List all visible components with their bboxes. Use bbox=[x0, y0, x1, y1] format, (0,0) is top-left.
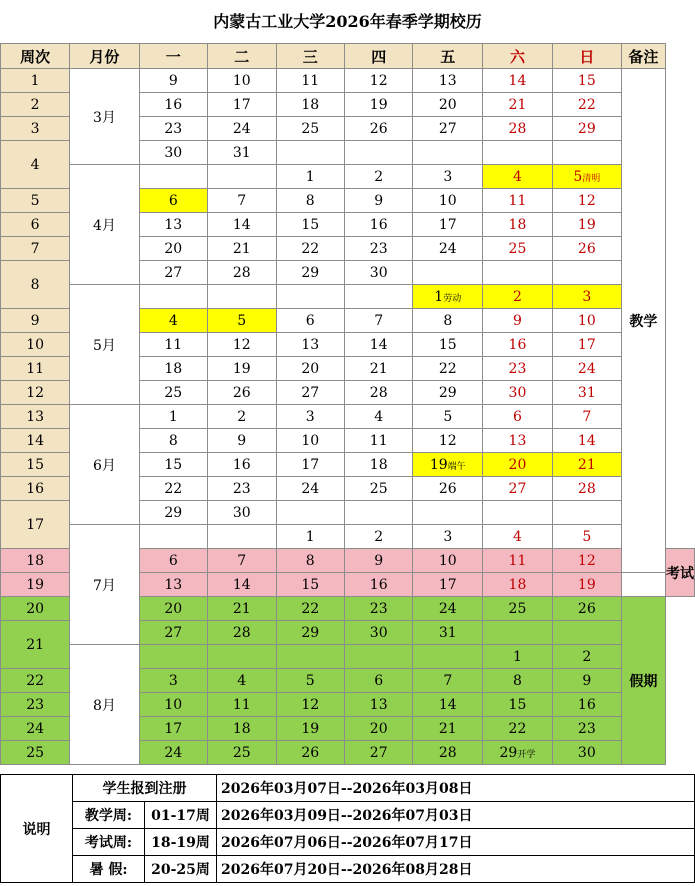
day-cell: 13 bbox=[344, 693, 412, 717]
day-cell: 21 bbox=[344, 357, 412, 381]
day-cell: 10 bbox=[208, 69, 276, 93]
day-cell: 13 bbox=[139, 573, 207, 597]
day-cell bbox=[139, 645, 207, 669]
day-cell: 5 bbox=[276, 669, 344, 693]
day-cell: 26 bbox=[413, 477, 483, 501]
day-cell: 23 bbox=[344, 237, 412, 261]
day-cell: 8 bbox=[139, 429, 207, 453]
week-number: 4 bbox=[1, 141, 70, 189]
day-cell: 11 bbox=[276, 69, 344, 93]
day-cell: 30 bbox=[208, 501, 276, 525]
day-cell: 23 bbox=[344, 597, 412, 621]
holiday-tag: 清明 bbox=[582, 173, 601, 184]
note-teaching: 教学 bbox=[621, 69, 665, 573]
week-number: 11 bbox=[1, 357, 70, 381]
week-number: 19 bbox=[1, 573, 70, 597]
day-cell: 14 bbox=[208, 573, 276, 597]
day-cell: 12 bbox=[208, 333, 276, 357]
day-cell: 25 bbox=[483, 237, 553, 261]
day-cell: 10 bbox=[413, 189, 483, 213]
table-row bbox=[1, 405, 695, 429]
day-cell: 10 bbox=[139, 693, 207, 717]
month-cell: 4月 bbox=[70, 165, 139, 285]
week-number: 18 bbox=[1, 549, 70, 573]
day-cell: 2 bbox=[483, 285, 553, 309]
header-week: 周次 bbox=[1, 44, 70, 69]
day-cell: 8 bbox=[483, 669, 553, 693]
day-cell: 1 bbox=[139, 405, 207, 429]
header-tue: 二 bbox=[208, 44, 276, 69]
day-cell: 25 bbox=[483, 597, 553, 621]
day-cell: 18 bbox=[483, 213, 553, 237]
day-cell: 14 bbox=[552, 429, 621, 453]
day-cell: 2 bbox=[344, 165, 412, 189]
day-cell bbox=[552, 141, 621, 165]
day-cell: 22 bbox=[413, 357, 483, 381]
day-cell: 26 bbox=[208, 381, 276, 405]
day-cell bbox=[413, 501, 483, 525]
day-cell: 15 bbox=[276, 213, 344, 237]
day-cell: 5 bbox=[208, 309, 276, 333]
day-cell: 9 bbox=[344, 549, 412, 573]
day-cell-holiday bbox=[483, 741, 553, 765]
day-cell bbox=[344, 285, 412, 309]
header-thu: 四 bbox=[344, 44, 412, 69]
table-row bbox=[1, 525, 695, 549]
day-cell: 16 bbox=[344, 213, 412, 237]
day-cell: 17 bbox=[208, 93, 276, 117]
day-cell: 19 bbox=[552, 573, 621, 597]
day-cell: 19 bbox=[208, 357, 276, 381]
header-sat: 六 bbox=[483, 44, 553, 69]
day-cell: 7 bbox=[208, 189, 276, 213]
day-cell: 26 bbox=[552, 597, 621, 621]
day-cell: 4 bbox=[483, 525, 553, 549]
day-cell: 12 bbox=[344, 69, 412, 93]
day-cell bbox=[344, 141, 412, 165]
week-number: 20 bbox=[1, 597, 70, 621]
day-cell: 18 bbox=[276, 93, 344, 117]
day-cell: 9 bbox=[483, 309, 553, 333]
day-cell: 18 bbox=[483, 573, 553, 597]
day-cell: 15 bbox=[552, 69, 621, 93]
day-cell: 21 bbox=[413, 717, 483, 741]
day-cell: 1 bbox=[276, 165, 344, 189]
day-cell: 22 bbox=[552, 93, 621, 117]
day-cell: 5 bbox=[552, 525, 621, 549]
week-number: 1 bbox=[1, 69, 70, 93]
day-cell bbox=[483, 501, 553, 525]
day-cell: 21 bbox=[483, 93, 553, 117]
day-cell bbox=[276, 285, 344, 309]
day-cell: 22 bbox=[276, 237, 344, 261]
day-cell: 18 bbox=[139, 357, 207, 381]
day-cell: 18 bbox=[344, 453, 412, 477]
day-cell: 24 bbox=[208, 117, 276, 141]
header-notes: 备注 bbox=[621, 44, 665, 69]
day-cell bbox=[552, 261, 621, 285]
day-cell bbox=[413, 261, 483, 285]
day-cell: 31 bbox=[413, 621, 483, 645]
header-wed: 三 bbox=[276, 44, 344, 69]
day-cell: 3 bbox=[139, 669, 207, 693]
day-cell: 10 bbox=[276, 429, 344, 453]
day-cell: 25 bbox=[208, 741, 276, 765]
calendar-table bbox=[0, 43, 695, 765]
day-cell: 29 bbox=[276, 621, 344, 645]
week-number: 14 bbox=[1, 429, 70, 453]
day-cell: 8 bbox=[276, 189, 344, 213]
day-cell: 6 bbox=[139, 549, 207, 573]
day-cell: 31 bbox=[208, 141, 276, 165]
day-cell-holiday bbox=[413, 453, 483, 477]
day-cell: 21 bbox=[208, 237, 276, 261]
day-number: 1 bbox=[434, 288, 444, 305]
day-cell: 14 bbox=[208, 213, 276, 237]
day-cell: 22 bbox=[139, 477, 207, 501]
info-row bbox=[1, 775, 695, 802]
day-cell: 16 bbox=[552, 693, 621, 717]
day-cell: 12 bbox=[552, 189, 621, 213]
day-cell: 24 bbox=[552, 357, 621, 381]
day-cell: 28 bbox=[208, 621, 276, 645]
week-number: 10 bbox=[1, 333, 70, 357]
day-cell: 20 bbox=[139, 597, 207, 621]
day-cell: 13 bbox=[413, 69, 483, 93]
day-cell bbox=[344, 645, 412, 669]
day-cell bbox=[208, 285, 276, 309]
day-cell: 16 bbox=[208, 453, 276, 477]
day-cell: 16 bbox=[483, 333, 553, 357]
month-cell: 3月 bbox=[70, 69, 139, 165]
day-cell bbox=[139, 525, 207, 549]
week-number: 21 bbox=[1, 621, 70, 669]
teach-weeks: 01-17周 bbox=[145, 802, 217, 829]
info-row bbox=[1, 829, 695, 856]
day-cell: 11 bbox=[344, 429, 412, 453]
day-cell bbox=[208, 165, 276, 189]
holiday-tag: 端午 bbox=[447, 461, 466, 472]
info-label: 说明 bbox=[1, 775, 73, 883]
day-cell: 29 bbox=[413, 381, 483, 405]
day-cell: 24 bbox=[413, 597, 483, 621]
day-cell: 2 bbox=[344, 525, 412, 549]
day-cell: 17 bbox=[413, 213, 483, 237]
day-cell: 30 bbox=[483, 381, 553, 405]
week-number: 13 bbox=[1, 405, 70, 429]
day-cell: 3 bbox=[413, 525, 483, 549]
day-cell: 25 bbox=[139, 381, 207, 405]
day-cell: 12 bbox=[552, 549, 621, 573]
day-cell: 7 bbox=[552, 405, 621, 429]
table-row bbox=[1, 165, 695, 189]
teach-name: 教学周: bbox=[73, 802, 145, 829]
header-month: 月份 bbox=[70, 44, 139, 69]
day-cell: 19 bbox=[344, 93, 412, 117]
month-cell: 7月 bbox=[70, 525, 139, 645]
header-row bbox=[1, 44, 695, 69]
day-cell bbox=[413, 645, 483, 669]
day-cell: 20 bbox=[483, 453, 553, 477]
day-cell: 16 bbox=[344, 573, 412, 597]
day-cell: 20 bbox=[139, 237, 207, 261]
day-cell: 15 bbox=[483, 693, 553, 717]
day-cell: 15 bbox=[413, 333, 483, 357]
day-cell-holiday bbox=[552, 165, 621, 189]
day-cell: 18 bbox=[208, 717, 276, 741]
day-cell bbox=[139, 285, 207, 309]
day-cell: 17 bbox=[139, 717, 207, 741]
info-row bbox=[1, 856, 695, 883]
day-cell bbox=[276, 501, 344, 525]
day-cell: 25 bbox=[344, 477, 412, 501]
day-cell: 2 bbox=[552, 645, 621, 669]
day-cell: 10 bbox=[552, 309, 621, 333]
table-row bbox=[1, 645, 695, 669]
day-cell bbox=[276, 645, 344, 669]
day-cell: 11 bbox=[483, 549, 553, 573]
day-cell: 8 bbox=[413, 309, 483, 333]
week-number: 12 bbox=[1, 381, 70, 405]
day-cell: 26 bbox=[552, 237, 621, 261]
day-cell: 13 bbox=[139, 213, 207, 237]
day-cell: 30 bbox=[139, 141, 207, 165]
day-cell: 3 bbox=[413, 165, 483, 189]
day-cell: 14 bbox=[483, 69, 553, 93]
day-cell bbox=[208, 525, 276, 549]
week-number: 25 bbox=[1, 741, 70, 765]
page-title: 内蒙古工业大学2026年春季学期校历 bbox=[213, 12, 482, 31]
day-cell: 4 bbox=[344, 405, 412, 429]
day-cell-holiday bbox=[413, 285, 483, 309]
day-cell: 9 bbox=[552, 669, 621, 693]
day-cell: 17 bbox=[552, 333, 621, 357]
day-cell: 27 bbox=[276, 381, 344, 405]
day-cell: 29 bbox=[276, 261, 344, 285]
week-number: 23 bbox=[1, 693, 70, 717]
note-vacation: 假期 bbox=[621, 597, 665, 765]
day-cell bbox=[208, 645, 276, 669]
day-cell: 24 bbox=[413, 237, 483, 261]
day-cell: 26 bbox=[344, 117, 412, 141]
day-cell: 4 bbox=[483, 165, 553, 189]
day-cell: 23 bbox=[208, 477, 276, 501]
week-number: 6 bbox=[1, 213, 70, 237]
day-cell: 11 bbox=[208, 693, 276, 717]
day-cell: 23 bbox=[552, 717, 621, 741]
day-cell: 20 bbox=[276, 357, 344, 381]
day-cell: 7 bbox=[344, 309, 412, 333]
exam-weeks: 18-19周 bbox=[145, 829, 217, 856]
holiday-weeks: 20-25周 bbox=[145, 856, 217, 883]
day-number: 19 bbox=[429, 456, 448, 473]
day-cell: 7 bbox=[413, 669, 483, 693]
day-cell: 2 bbox=[208, 405, 276, 429]
day-cell: 3 bbox=[276, 405, 344, 429]
holiday-dates: 2026年07月20日--2026年08月28日 bbox=[217, 856, 695, 883]
day-cell: 20 bbox=[413, 93, 483, 117]
day-cell bbox=[276, 141, 344, 165]
day-cell: 4 bbox=[208, 669, 276, 693]
day-cell: 5 bbox=[413, 405, 483, 429]
day-cell: 21 bbox=[208, 597, 276, 621]
day-cell: 30 bbox=[344, 621, 412, 645]
day-cell: 12 bbox=[276, 693, 344, 717]
week-number: 7 bbox=[1, 237, 70, 261]
day-cell bbox=[344, 501, 412, 525]
day-cell: 15 bbox=[276, 573, 344, 597]
month-cell: 5月 bbox=[70, 285, 139, 405]
day-cell: 27 bbox=[344, 741, 412, 765]
day-cell: 9 bbox=[344, 189, 412, 213]
info-table bbox=[0, 774, 695, 883]
table-row bbox=[1, 69, 695, 93]
day-cell bbox=[483, 141, 553, 165]
day-cell: 14 bbox=[413, 693, 483, 717]
day-cell: 6 bbox=[483, 405, 553, 429]
day-cell: 23 bbox=[483, 357, 553, 381]
exam-name: 考试周: bbox=[73, 829, 145, 856]
day-cell: 3 bbox=[552, 285, 621, 309]
week-number: 24 bbox=[1, 717, 70, 741]
day-cell: 27 bbox=[139, 621, 207, 645]
day-cell: 1 bbox=[483, 645, 553, 669]
day-cell bbox=[413, 141, 483, 165]
header-fri: 五 bbox=[413, 44, 483, 69]
day-cell: 4 bbox=[139, 309, 207, 333]
day-cell: 6 bbox=[344, 669, 412, 693]
day-cell bbox=[552, 621, 621, 645]
day-cell: 28 bbox=[552, 477, 621, 501]
week-number: 22 bbox=[1, 669, 70, 693]
day-cell: 20 bbox=[344, 717, 412, 741]
day-cell: 12 bbox=[413, 429, 483, 453]
day-cell: 6 bbox=[276, 309, 344, 333]
day-cell: 27 bbox=[139, 261, 207, 285]
register-name: 学生报到注册 bbox=[73, 775, 217, 802]
exam-dates: 2026年07月06日--2026年07月17日 bbox=[217, 829, 695, 856]
week-number: 15 bbox=[1, 453, 70, 477]
day-cell: 29 bbox=[552, 117, 621, 141]
day-cell: 28 bbox=[344, 381, 412, 405]
day-cell: 28 bbox=[483, 117, 553, 141]
day-cell: 11 bbox=[139, 333, 207, 357]
month-cell: 8月 bbox=[70, 645, 139, 765]
day-cell: 6 bbox=[139, 189, 207, 213]
day-cell: 8 bbox=[276, 549, 344, 573]
day-cell: 29 bbox=[139, 501, 207, 525]
day-cell: 26 bbox=[276, 741, 344, 765]
day-cell: 16 bbox=[139, 93, 207, 117]
day-cell: 15 bbox=[139, 453, 207, 477]
day-cell: 30 bbox=[344, 261, 412, 285]
header-mon: 一 bbox=[139, 44, 207, 69]
day-cell: 10 bbox=[413, 549, 483, 573]
week-number: 8 bbox=[1, 261, 70, 309]
day-cell bbox=[139, 165, 207, 189]
day-cell: 11 bbox=[483, 189, 553, 213]
day-number: 5 bbox=[573, 168, 583, 185]
register-dates: 2026年03月07日--2026年03月08日 bbox=[217, 775, 695, 802]
day-cell: 9 bbox=[139, 69, 207, 93]
day-cell: 1 bbox=[276, 525, 344, 549]
month-cell: 6月 bbox=[70, 405, 139, 525]
day-cell: 25 bbox=[276, 117, 344, 141]
day-cell: 31 bbox=[552, 381, 621, 405]
day-cell: 13 bbox=[276, 333, 344, 357]
day-cell: 19 bbox=[552, 213, 621, 237]
day-cell: 7 bbox=[208, 549, 276, 573]
day-cell: 28 bbox=[208, 261, 276, 285]
day-cell: 17 bbox=[413, 573, 483, 597]
day-cell: 27 bbox=[413, 117, 483, 141]
day-cell: 24 bbox=[276, 477, 344, 501]
day-cell: 28 bbox=[413, 741, 483, 765]
day-number: 29 bbox=[499, 744, 518, 761]
week-number: 16 bbox=[1, 477, 70, 501]
week-number: 9 bbox=[1, 309, 70, 333]
table-row bbox=[1, 285, 695, 309]
day-cell: 24 bbox=[139, 741, 207, 765]
day-cell: 22 bbox=[276, 597, 344, 621]
day-cell bbox=[483, 621, 553, 645]
day-cell: 23 bbox=[139, 117, 207, 141]
day-cell: 21 bbox=[552, 453, 621, 477]
holiday-tag: 劳动 bbox=[443, 293, 462, 304]
day-cell bbox=[552, 501, 621, 525]
holiday-name: 暑 假: bbox=[73, 856, 145, 883]
day-cell: 19 bbox=[276, 717, 344, 741]
header-sun: 日 bbox=[552, 44, 621, 69]
info-row bbox=[1, 802, 695, 829]
day-cell: 13 bbox=[483, 429, 553, 453]
holiday-tag: 开学 bbox=[517, 749, 536, 760]
week-number: 2 bbox=[1, 93, 70, 117]
week-number: 17 bbox=[1, 501, 70, 549]
week-number: 3 bbox=[1, 117, 70, 141]
day-cell: 14 bbox=[344, 333, 412, 357]
day-cell: 17 bbox=[276, 453, 344, 477]
note-exam: 考试 bbox=[666, 549, 695, 597]
day-cell: 30 bbox=[552, 741, 621, 765]
teach-dates: 2026年03月09日--2026年07月03日 bbox=[217, 802, 695, 829]
day-cell: 27 bbox=[483, 477, 553, 501]
day-cell: 22 bbox=[483, 717, 553, 741]
day-cell bbox=[483, 261, 553, 285]
day-cell: 9 bbox=[208, 429, 276, 453]
week-number: 5 bbox=[1, 189, 70, 213]
